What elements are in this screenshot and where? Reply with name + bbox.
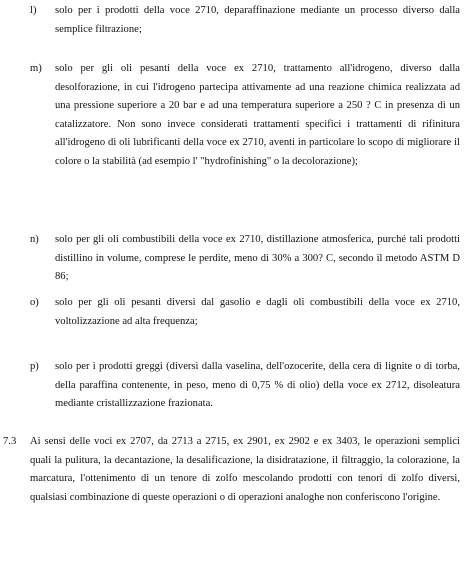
item-text: solo per i prodotti della voce 2710, deparaffinazione mediante un processo diverso dalla semplice filtrazione; bbox=[55, 5, 460, 35]
item-label: l) bbox=[30, 5, 37, 16]
item-text: solo per gli oli pesanti della voce ex 2710, trattamento all'idrogeno, diverso dalla desolforazione, in cui l'idrogeno partecipa attivamente ad una reazione chimica realizzata ad una pressione superiore a 20 bar e ad una temperatura superiore a 250 ? C in presenza di un catalizzatore. Non sono invece considerati trattamenti specifici i trattamenti di rifinitura all'idrogeno di oli lubrificanti della voce ex 2710, aventi in particolare lo scopo di migliorare il colore o la stabilità (ad esempio l' "hydrofinishing" o la decolorazione); bbox=[55, 63, 460, 167]
item-label: o) bbox=[30, 297, 39, 308]
item-text: solo per gli oli pesanti diversi dal gasolio e dagli oli combustibili della voce ex 2710, voltolizzazione ad alta frequenza; bbox=[55, 297, 460, 327]
section-number: 7.3 bbox=[3, 436, 17, 447]
item-label: p) bbox=[30, 361, 39, 372]
item-text: solo per i prodotti greggi (diversi dalla vaselina, dell'ozocerite, della cera di lignite o di torba, della paraffina contenente, in peso, meno di 0,75 % di olio) della voce ex 2712, disoleatura mediante cristallizzazione frazionata. bbox=[55, 361, 460, 410]
section-text: Ai sensi delle voci ex 2707, da 2713 a 2715, ex 2901, ex 2902 e ex 3403, le operazioni semplici quali la pulitura, la decantazione, la desalificazione, la disidratazione, il filtraggio, la colorazione, la marcatura, l'ottenimento di un tenore di zolfo mescolando prodotti con tenori di zolfo diversi, qualsiasi combinazione di queste operazioni o di operazioni analoghe non conferiscono l'origine. bbox=[30, 436, 460, 503]
item-label: n) bbox=[30, 234, 39, 245]
item-label: m) bbox=[30, 63, 42, 74]
item-text: solo per gli oli combustibili della voce ex 2710, distillazione atmosferica, purché tali prodotti distillino in volume, comprese le perdite, meno di 30% a 300? C, secondo il metodo ASTM D 86; bbox=[55, 234, 460, 283]
